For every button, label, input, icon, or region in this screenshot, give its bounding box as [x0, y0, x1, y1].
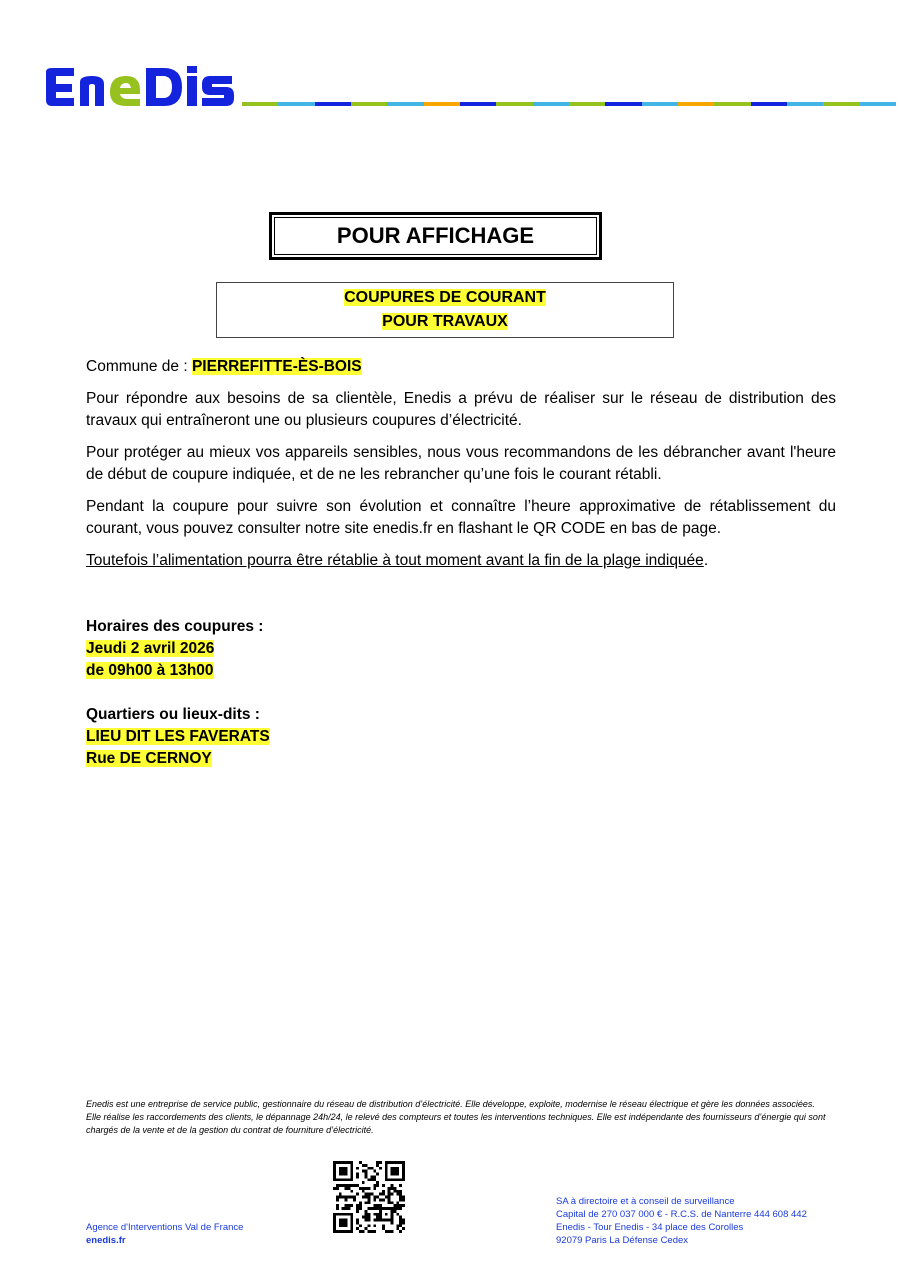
schedule-heading: Horaires des coupures : [86, 618, 264, 635]
commune-name: PIERREFITTE-ÈS-BOIS [191, 358, 362, 375]
rule-segment [823, 102, 859, 106]
rule-segment [860, 102, 896, 106]
paragraph-4 [86, 550, 836, 572]
paragraph-3: Pendant la coupure pour suivre son évolution et connaître l’heure approximative de rétablissement du courant, vous pouvez consulter notre site enedis.fr en flashant le QR CODE en bas de page. [86, 498, 836, 537]
agency-block [86, 1221, 243, 1247]
rule-segment [242, 102, 278, 106]
footer-disclaimer: Enedis est une entreprise de service public, gestionnaire du réseau de distribution d’électricité. Elle développe, exploite, modernise le réseau électrique et gère les données associées. Elle réalise les raccordements des clients, le dépannage 24h/24, le relevé des compteurs et toutes les interventions techniques. Elle est indépendante des fournisseurs d’énergie qui sont chargés de la vente et de la gestion du contrat de fourniture d’électricité. [86, 1099, 826, 1135]
rule-segment [351, 102, 387, 106]
rule-segment [496, 102, 532, 106]
legal-block [556, 1195, 807, 1247]
legal-line: SA à directoire et à conseil de surveillance [556, 1196, 735, 1207]
notice-title-line1: COUPURES DE COURANT [344, 289, 546, 306]
rule-segment [278, 102, 314, 106]
paragraph-1: Pour répondre aux besoins de sa clientèle, Enedis a prévu de réaliser sur le réseau de distribution des travaux qui entraîneront une ou plusieurs coupures d’électricité. [86, 390, 836, 429]
paragraph-4-end: . [703, 552, 709, 569]
location-item: Rue DE CERNOY [86, 750, 212, 767]
website-link[interactable]: enedis.fr [86, 1235, 126, 1246]
rule-segment [714, 102, 750, 106]
rule-segment [787, 102, 823, 106]
commune-line [86, 356, 836, 378]
rule-segment [605, 102, 641, 106]
header-rule [242, 102, 896, 106]
legal-line: 92079 Paris La Défense Cedex [556, 1235, 689, 1246]
legal-line: Enedis - Tour Enedis - 34 place des Corolles [556, 1222, 744, 1233]
rule-segment [315, 102, 351, 106]
notice-title-box [216, 282, 674, 338]
commune-label: Commune de : [86, 358, 192, 375]
rule-segment [642, 102, 678, 106]
legal-line: Capital de 270 037 000 € - R.C.S. de Nanterre 444 608 442 [556, 1209, 807, 1220]
enedis-logo [44, 64, 236, 110]
location-item: LIEU DIT LES FAVERATS [86, 728, 270, 745]
rule-segment [387, 102, 423, 106]
schedule-time: de 09h00 à 13h00 [86, 662, 214, 679]
rule-segment [424, 102, 460, 106]
agency-name: Agence d'Interventions Val de France [86, 1222, 244, 1233]
schedule-date: Jeudi 2 avril 2026 [86, 640, 215, 657]
notice-title-line2: POUR TRAVAUX [382, 313, 508, 330]
paragraph-4-underlined: Toutefois l’alimentation pourra être rétablie à tout moment avant la fin de la plage indiquée [86, 552, 704, 569]
rule-segment [751, 102, 787, 106]
locations-heading: Quartiers ou lieux-dits : [86, 706, 260, 723]
rule-segment [533, 102, 569, 106]
display-label-box [269, 212, 602, 260]
rule-segment [460, 102, 496, 106]
rule-segment [678, 102, 714, 106]
display-label: POUR AFFICHAGE [274, 217, 597, 255]
notice-body [86, 356, 836, 770]
qr-code[interactable] [333, 1161, 405, 1233]
rule-segment [569, 102, 605, 106]
paragraph-2: Pour protéger au mieux vos appareils sensibles, nous vous recommandons de les débrancher avant l'heure de début de coupure indiquée, et de ne les rebrancher qu’une fois le courant rétabli. [86, 444, 836, 483]
